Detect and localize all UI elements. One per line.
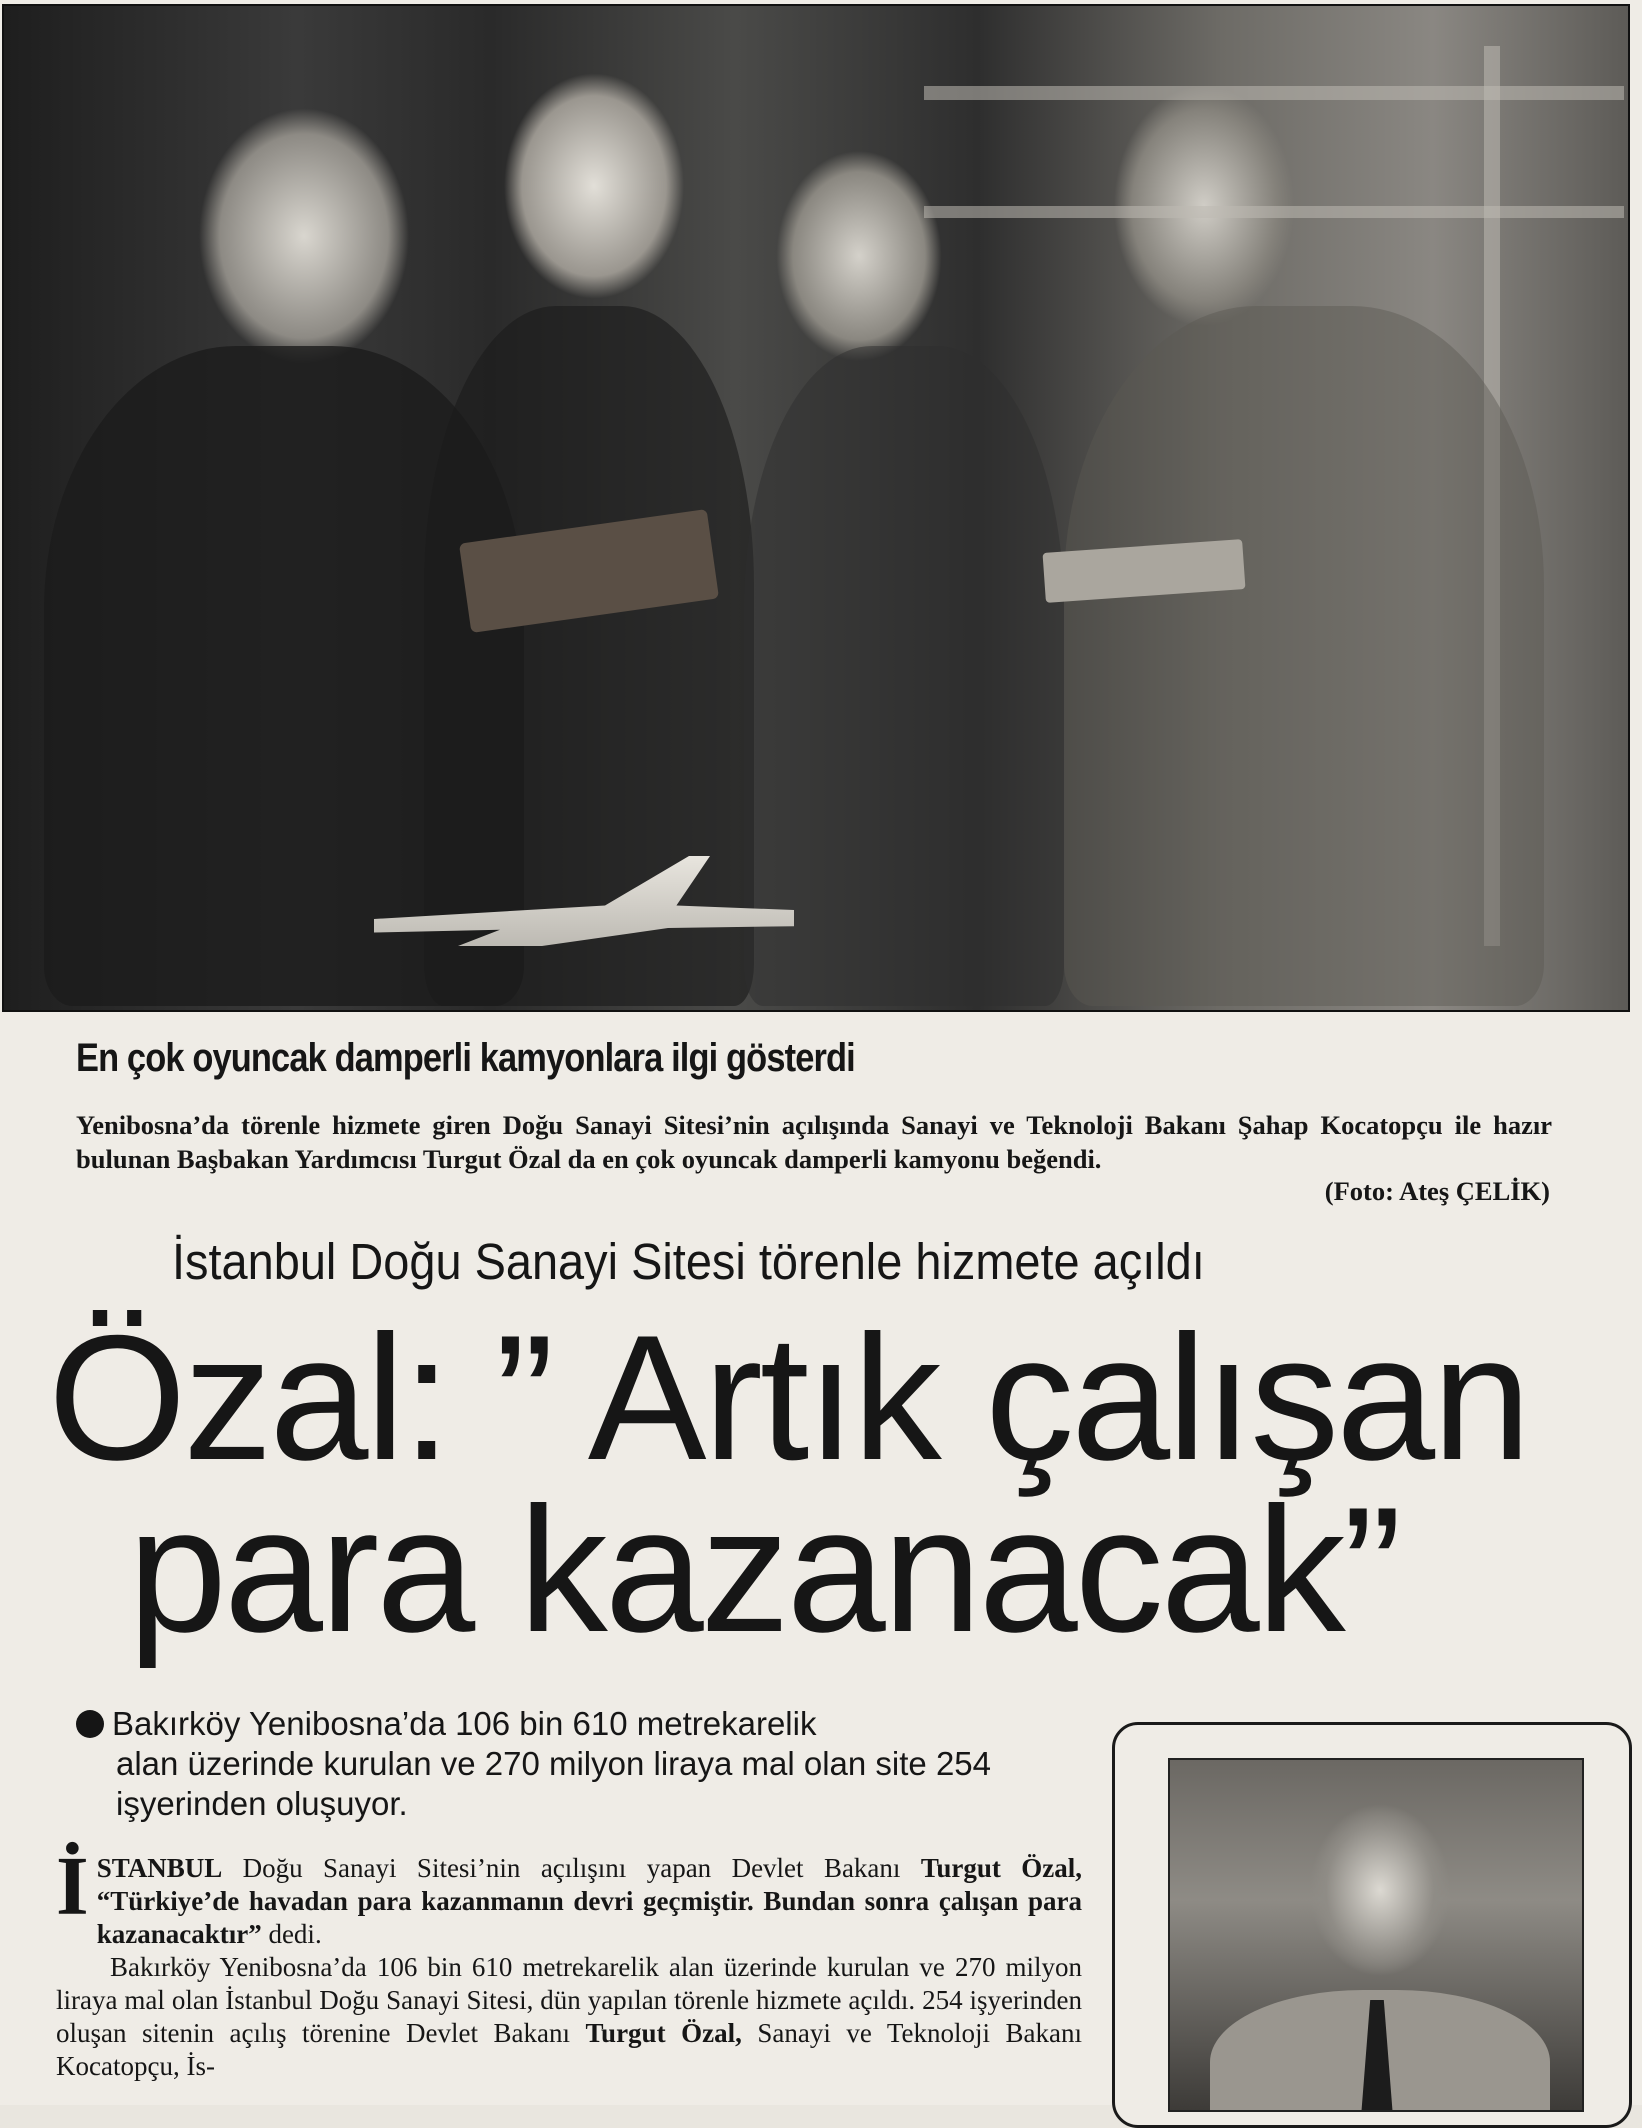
headline bbox=[48, 1298, 1529, 1669]
dateline: STANBUL bbox=[96, 1853, 223, 1883]
subheadline: İstanbul Doğu Sanayi Sitesi törenle hizmete açıldı bbox=[172, 1233, 1205, 1290]
body-text: Sanayi ve Teknoloji Bakanı Kocatopçu, İs- bbox=[56, 2018, 1082, 2081]
body-text: Doğu Sanayi Sitesi’nin açılışını yapan Devlet Bakanı bbox=[222, 1853, 921, 1883]
body-name: Turgut Özal, bbox=[920, 1853, 1083, 1883]
bullet-continuation: alan üzerinde kurulan ve 270 milyon liraya mal olan site 254 işyerinden oluşuyor. bbox=[116, 1745, 991, 1822]
body-quote: “Türkiye’de havadan para kazanmanın devri geçmiştir. Bundan sonra çalışan para kazanacaktır” bbox=[96, 1886, 1082, 1949]
summary-bullet bbox=[76, 1704, 1076, 1744]
body-paragraph-1 bbox=[56, 1840, 1083, 1951]
photo-caption: Yenibosna’da törenle hizmete giren Doğu Sanayi Sitesi’nin açılışında Sanayi ve Teknoloji Bakanı Şahap Kocatopçu ile hazır bulunan Başbakan Yardımcısı Turgut Özal da en çok oyuncak damperli kamyonu beğendi. bbox=[76, 1110, 1552, 1174]
body-name: Turgut Özal, bbox=[585, 2018, 742, 2048]
headline-line-2: para kazanacak” bbox=[128, 1470, 1399, 1669]
article-body bbox=[56, 1840, 1083, 2083]
main-photo bbox=[2, 4, 1630, 1012]
inset-portrait-photo bbox=[1168, 1758, 1584, 2112]
photo-credit: (Foto: Ateş ÇELİK) bbox=[1324, 1176, 1550, 1206]
bullet-dot-icon bbox=[76, 1710, 104, 1738]
body-paragraph-2 bbox=[56, 1951, 1082, 2083]
body-text: dedi. bbox=[261, 1919, 322, 1949]
bullet-line-1: Bakırköy Yenibosna’da 106 bin 610 metrekarelik bbox=[112, 1705, 817, 1742]
body-text: Bakırköy Yenibosna’da 106 bin 610 metrekarelik alan üzerinde kurulan ve 270 milyon liraya mal olan İstanbul Doğu Sanayi Sitesi, dün yapılan törenle hizmete açıldı. 254 işyerinden oluşan sitenin açılış törenine Devlet Bakanı bbox=[56, 1952, 1082, 2048]
drop-cap: İ bbox=[56, 1840, 89, 1933]
photo-kicker: En çok oyuncak damperli kamyonlara ilgi gösterdi bbox=[76, 1036, 855, 1080]
headline-line-1: Özal: ” Artık çalışan bbox=[48, 1298, 1529, 1497]
